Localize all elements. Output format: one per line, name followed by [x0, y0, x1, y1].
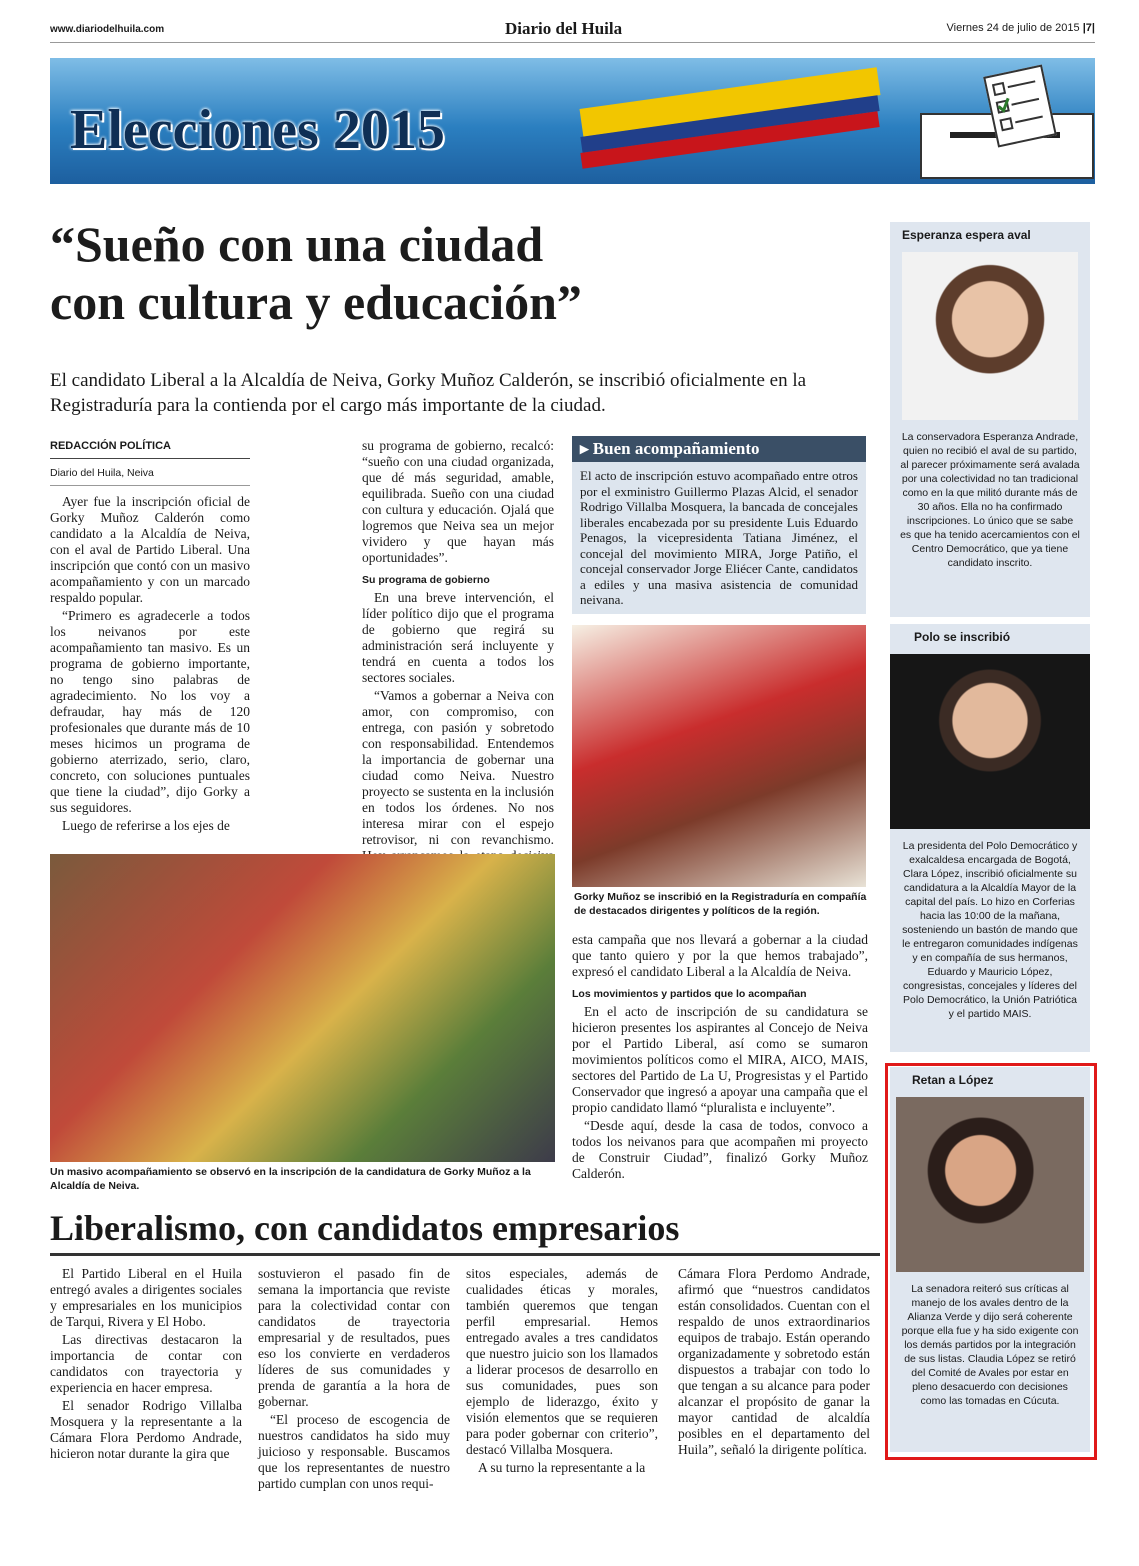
- paragraph: esta campaña que nos llevará a gobernar a la ciudad que tanto quiero y por la que hemos trabajado”, expresó el candidato Liberal a la Alcaldía de Neiva.: [572, 932, 868, 979]
- paragraph: Cámara Flora Perdomo Andrade, afirmó que “nuestros candidatos están consolidados. Cuentan con el respaldo de unos extraordinarios equipos de trabajo. Están operando organizadamente y sobretodo están dispuestos a trabajar con todo lo que tengan a su alcance para poder alcanzar el propósito de ganar la mayor cantidad de alcaldía posibles en el departamento del Huila”, señaló la dirigente política.: [678, 1266, 870, 1457]
- subheading: Los movimientos y partidos que lo acompañan: [572, 988, 807, 1000]
- sidebar-text: La senadora reiteró sus críticas al manejo de los avales dentro de la Alianza Verde y dijo será coherente porque ella fue y ha sido exigente con los demás partidos por la integración de sus listas. Claudia López se retiró del Comité de Avales por estar en pleno desacuerdo con decisiones como las tomadas en Cúcuta.: [901, 1283, 1079, 1407]
- article-column-1: [50, 438, 250, 836]
- page-number: |7|: [1082, 22, 1095, 34]
- paragraph: El senador Rodrigo Villalba Mosquera y la representante a la Cámara Flora Perdomo Andrade, hicieron notar durante la gira que: [50, 1398, 242, 1461]
- paragraph: su programa de gobierno, recalcó: “sueño con una ciudad organizada, que dé más seguridad, amable, equilibrada. Sueño con una ciudad con cultura y educación. Ojalá que logremos que Neiva sea un mejor vividero y que hayan más oportunidades”.: [362, 438, 554, 565]
- paragraph: “Vamos a gobernar a Neiva con amor, con compromiso, con entrega, con pasión y sobretodo con responsabilidad. Entendemos la importancia de gobernar una ciudad como Neiva. Nuestro proyecto se sustenta en la inclusión en todos los órdenes. No nos interesa mirar con el espejo retrovisor, ni con revanchismo.: [362, 688, 554, 847]
- subheading: Su programa de gobierno: [362, 574, 490, 586]
- article-column-2: [362, 438, 554, 882]
- sidebar-title: Retan a López: [912, 1073, 994, 1087]
- photo-caption-main: Un masivo acompañamiento se observó en la inscripción de la candidatura de Gorky Muñoz a la Alcaldía de Neiva.: [50, 1166, 531, 1192]
- date-text: Viernes 24 de julio de 2015: [946, 22, 1080, 34]
- sidebar-text: La presidenta del Polo Democrático y exalcaldesa encargada de Bogotá, Clara López, inscribió oficialmente su candidatura a la Alcaldía Mayor de la capital del país. Lo hizo en Corferias hacia las 10:00 de la mañana, sosteniendo un bastón de mando que le entregaron comunidades indígenas y en compañía de sus hermanos, Eduardo y Mauricio López, congresistas, concejales y líderes del Polo Democrático, la Unión Patriótica y el partido MAIS.: [902, 840, 1078, 1020]
- box-title: [572, 436, 866, 462]
- article2-column-3: [466, 1266, 658, 1478]
- site-url[interactable]: www.diariodelhuila.com: [50, 24, 165, 35]
- headline-line-2: con cultura y educación”: [50, 274, 582, 330]
- esperanza-portrait: [902, 252, 1078, 420]
- article2-headline: Liberalismo, con candidatos empresarios: [50, 1207, 880, 1256]
- clara-lopez-portrait: [890, 654, 1090, 829]
- paragraph: “Desde aquí, desde la casa de todos, convoco a todos los neivanos para que acompañen mi proyecto de Construir Ciudad”, finalizó Gorky Muñoz Calderón.: [572, 1118, 868, 1181]
- article2-column-1: [50, 1266, 242, 1464]
- sidebar-title: Esperanza espera aval: [902, 228, 1031, 242]
- photo-caption-right: Gorky Muñoz se inscribió en la Registraduría en compañía de destacados dirigentes y políticos de la región.: [574, 891, 867, 917]
- section-byline: REDACCIÓN POLÍTICA: [50, 438, 250, 459]
- article-deck: El candidato Liberal a la Alcaldía de Neiva, Gorky Muñoz Calderón, se inscribió oficialmente en la Registraduría para la contienda por el cargo más importante de la ciudad.: [50, 370, 807, 416]
- article-headline: [50, 215, 870, 331]
- page-header: [50, 18, 1095, 43]
- paragraph: En el acto de inscripción de su candidatura se hicieron presentes los aspirantes al Concejo de Neiva por el Partido Liberal, así como se sumaron movimientos políticos como el MIRA, AICO, MAIS, sectores del Partido de La U, Progresistas y el Partido Conservador que ingresó a apoyar una campaña que el propio candidato llamó “pluralista e incluyente”.: [572, 1004, 868, 1115]
- headline-line-1: “Sueño con una ciudad: [50, 216, 544, 272]
- paragraph: “Primero es agradecerle a todos los neivanos por este acompañamiento tan masivo. Es un programa de gobierno importante, no tengo sino palabras de agradecimiento. No los voy a defraudar, hay más de 120 profesionales que durante más de 10 meses hicimos un programa de gobierno aterrizado, serio, claro, concreto, con soluciones puntuales que tiene la ciudad”, dijo Gorky a sus seguidores.: [50, 608, 250, 815]
- highlight-frame: [885, 1063, 1097, 1460]
- sidebar-text: La conservadora Esperanza Andrade, quien no recibió el aval de su partido, al parecer próximamente será avalada por una colectividad no tan tradicional como en la que militó durante más de 30 años. Ella no ha confirmado inscripciones. Lo único que se sabe es que ha tenido acercamientos con el Centro Democrático, que ya tiene candidato inscrito.: [900, 431, 1080, 569]
- byline-dateline: Diario del Huila, Neiva: [50, 465, 250, 486]
- paragraph: El Partido Liberal en el Huila entregó avales a dirigentes sociales y empresariales en los municipios de Tarqui, Rivera y El Hobo.: [50, 1266, 242, 1329]
- issue-date: [947, 22, 1095, 34]
- article2-column-2: [258, 1266, 450, 1494]
- section-banner: [50, 58, 1095, 184]
- checkbox-list-icon: [986, 67, 1055, 145]
- arrow-icon: ▸: [580, 439, 593, 458]
- paragraph: “El proceso de escogencia de nuestros candidatos ha sido muy juicioso y responsable. Buscamos que los representantes de nuestro partido cumplan con unos requi-: [258, 1412, 450, 1491]
- paragraph: sostuvieron el pasado fin de semana la importancia que reviste para la colectividad contar con candidatos de trayectoria empresarial y de resultados, pues eso los convierte en verdaderos líderes de sus comunidades y prenda de garantía a la hora de gobernar.: [258, 1266, 450, 1409]
- paragraph: Luego de referirse a los ejes de: [62, 818, 230, 833]
- article2-column-4: [678, 1266, 870, 1460]
- crowd-photo: [50, 854, 555, 1162]
- box-text: El acto de inscripción estuvo acompañado entre otros por el exministro Guillermo Plazas Alcid, el senador Rodrigo Villalba Mosquera, la bancada de concejales liberales encabezada por su presidente Luis Eduardo Penagos, la vicepresidenta Tatiana Jiménez, el concejal del movimiento MIRA, Jorge Patiño, el concejal conservador Jorge Eliécer Cante, candidatos a ediles y una masiva asistencia de comunidad neivana.: [572, 462, 866, 614]
- paragraph: Ayer fue la inscripción oficial de Gorky Muñoz Calderón como candidato a la Alcaldía de Neiva, con el aval de Partido Liberal. Una inscripción que contó con un masivo acompañamiento y con un marcado respaldo popular.: [50, 494, 250, 605]
- paragraph: sitos especiales, además de cualidades éticas y morales, también queremos que tengan perfil empresarial. Hemos entregado avales a tres candidatos que nuestro juicio son los llamados a liderar procesos de desarrollo en sus comunidades, pues son ejemplo de liderazgo, éxito y visión elementos que se requieren para poder gobernar con criterio”, destacó Villalba Mosquera.: [466, 1266, 658, 1457]
- paragraph: Las directivas destacaron la importancia de contar con candidatos con trayectoria y experiencia en hacer empresa.: [50, 1332, 242, 1395]
- banner-title: Elecciones 2015: [70, 99, 445, 161]
- masthead: Diario del Huila: [505, 19, 623, 38]
- paragraph: En una breve intervención, el líder político dijo que el programa de gobierno que regirá su administración será incluyente y tendrá en cuenta a todos los sectores sociales.: [362, 590, 554, 685]
- sidebar-item-esperanza: [890, 222, 1090, 617]
- sidebar-title: Polo se inscribió: [914, 630, 1011, 644]
- sidebar-item-polo: [890, 624, 1090, 1052]
- article-column-3: [572, 932, 868, 1184]
- candidate-signing-photo: [572, 625, 866, 887]
- paragraph: A su turno la representante a la: [478, 1460, 646, 1475]
- sidebar-box-acompanamiento: [572, 436, 866, 614]
- box-title-text: Buen acompañamiento: [592, 439, 760, 458]
